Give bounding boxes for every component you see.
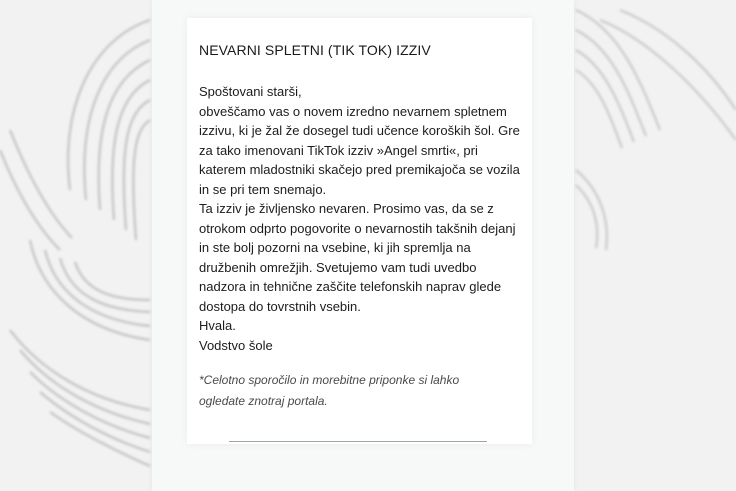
message-title: NEVARNI SPLETNI (TIK TOK) IZZIV	[199, 42, 431, 58]
body-line: in se pri tem snemajo.	[199, 181, 327, 197]
body-line: Ta izziv je življensko nevaren. Prosimo vas, da se z	[199, 201, 494, 216]
body-line: Spoštovani starši,	[199, 84, 302, 99]
signature-line: Vodstvo šole	[199, 337, 273, 353]
footnote-line: *Celotno sporočilo in morebitne priponke si lahko	[199, 373, 460, 387]
body-line: družbenih omrežjih. Svetujemo vam tudi uvedbo	[199, 259, 477, 275]
body-line: obveščamo vas o novem izredno nevarnem spletnem	[199, 103, 507, 119]
message-body	[199, 82, 529, 355]
body-line: otrokom odprto pogovorite o nevarnostih takšnih dejanj	[199, 220, 516, 236]
body-line: izzivu, ki je žal že dosegel tudi učence koroških šol. Gre	[199, 123, 520, 138]
body-line: in ste bolj pozorni na vsebine, ki jih spremlja na	[199, 240, 471, 255]
body-line: katerem mladostniki skačejo pred premikajoča se vozila	[199, 162, 520, 177]
portal-footnote	[199, 370, 519, 412]
body-line: nadzora in tehnične zaščite telefonskih naprav glede	[199, 279, 502, 294]
body-line: za tako imenovani TikTok izziv »Angel smrti«, pri	[199, 142, 478, 158]
body-line: Hvala.	[199, 318, 236, 333]
footnote-line: ogledate znotraj portala.	[199, 394, 328, 408]
bottom-divider	[229, 441, 487, 442]
body-line: dostopa do tovrstnih vsebin.	[199, 298, 361, 314]
